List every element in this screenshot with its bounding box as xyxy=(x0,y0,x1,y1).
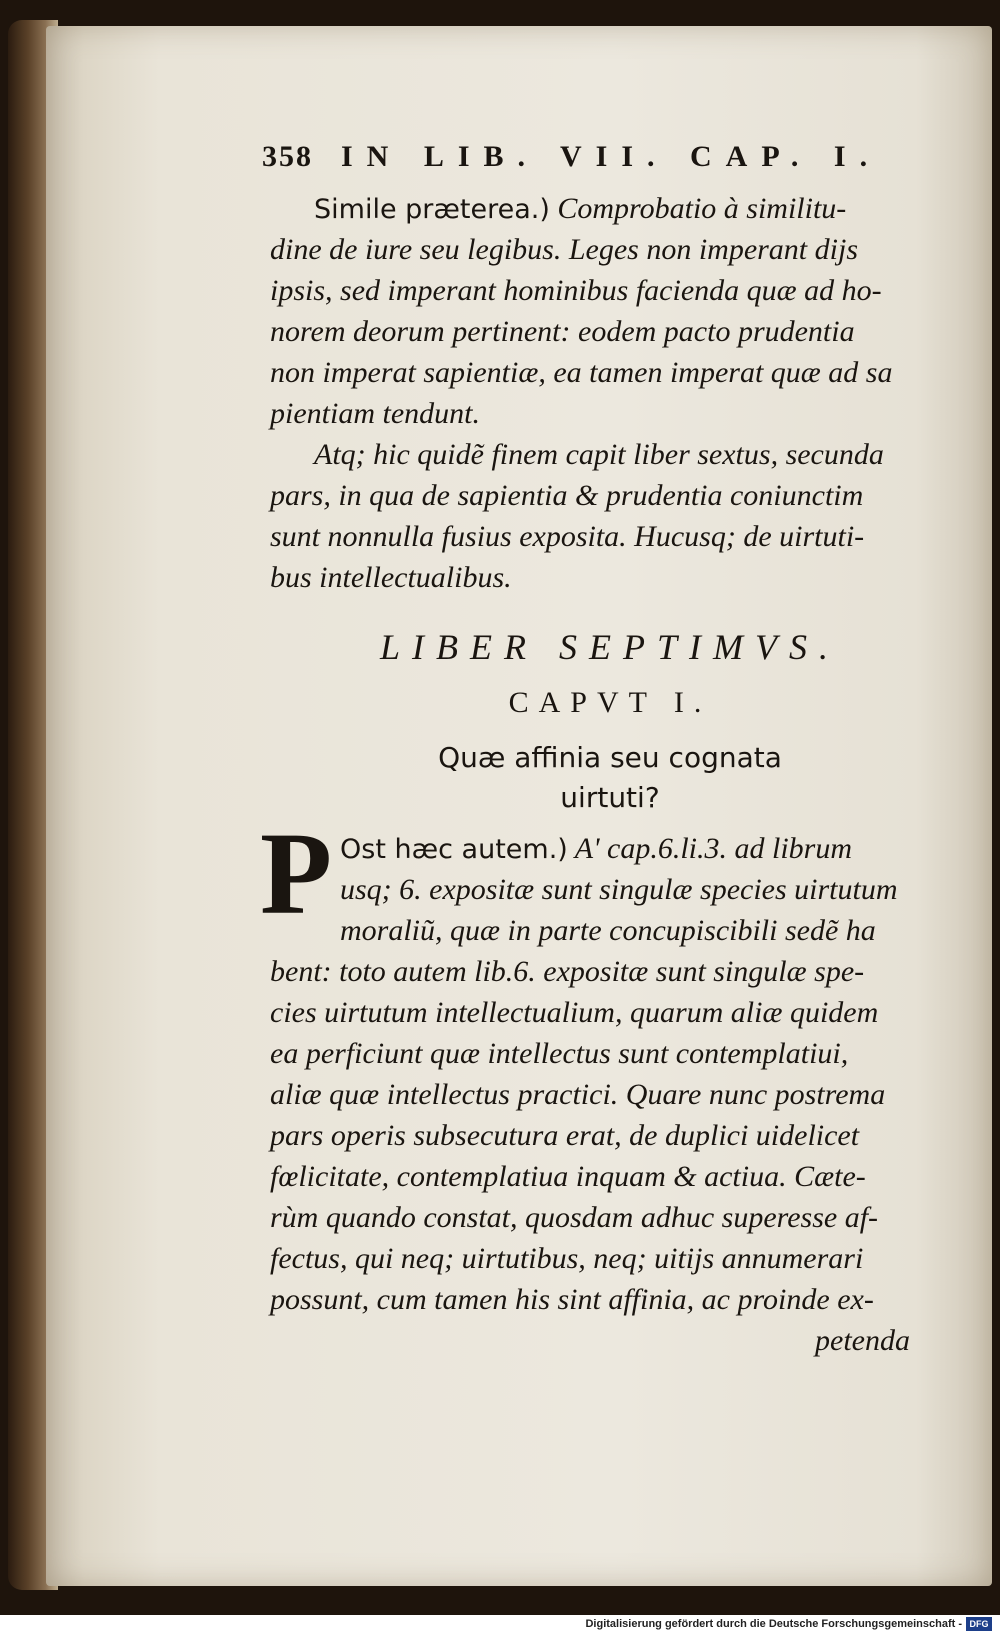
text-line: pientiam tendunt. xyxy=(270,397,480,430)
text-line: possunt, cum tamen his sint affinia, ac proinde ex- xyxy=(270,1283,874,1316)
text-line: usq; 6. expositæ sunt singulæ species uirtutum xyxy=(340,873,898,906)
text-line: pars operis subsecutura erat, de duplici uidelicet xyxy=(270,1119,860,1152)
text-line: moraliũ, quæ in parte concupiscibili sedẽ ha xyxy=(340,914,876,947)
page-text-block xyxy=(260,140,950,1361)
text-line: Ost hæc autem.) A' cap.6.li.3. ad librum xyxy=(340,832,853,865)
text-line: Simile præterea.) Comprobatio à similitu- xyxy=(314,192,847,225)
text-line: rùm quando constat, quosdam adhuc superesse af- xyxy=(270,1201,879,1234)
paragraph-2 xyxy=(270,434,950,598)
footer-bar xyxy=(0,1615,1000,1635)
text-line: ea perficiunt quæ intellectus sunt contemplatiui, xyxy=(270,1037,849,1070)
funding-credit: Digitalisierung gefördert durch die Deutsche Forschungsgemeinschaft - xyxy=(585,1618,962,1630)
text-line: sunt nonnulla fusius exposita. Hucusq; de uirtuti- xyxy=(270,520,865,553)
chapter-title xyxy=(270,738,950,818)
text-line: cies uirtutum intellectualium, quarum aliæ quidem xyxy=(270,996,879,1029)
page-number: 358 xyxy=(262,140,313,173)
text-line: Atq; hic quidẽ finem capit liber sextus, secunda xyxy=(314,438,884,471)
text-line: bent: toto autem lib.6. expositæ sunt singulæ spe- xyxy=(270,955,865,988)
book-heading: LIBER SEPTIMVS. xyxy=(380,627,840,667)
running-head xyxy=(262,140,950,188)
chapter-heading: CAPVT I. xyxy=(508,686,712,719)
text-line: bus intellectualibus. xyxy=(270,561,512,594)
text-line: pars, in qua de sapientia & prudentia coniunctim xyxy=(270,479,864,512)
chapter-title-line: uirtuti? xyxy=(560,781,660,814)
text-line: fectus, qui neq; uirtutibus, neq; uitijs annumerari xyxy=(270,1242,864,1275)
main-text xyxy=(260,808,950,1361)
chapter-title-line: Quæ affinia seu cognata xyxy=(438,741,782,774)
text-line: fœlicitate, contemplatiua inquam & actiua. Cæte- xyxy=(270,1160,866,1193)
text-line: non imperat sapientiæ, ea tamen imperat quæ ad sa xyxy=(270,356,893,389)
text-line: aliæ quæ intellectus practici. Quare nunc postrema xyxy=(270,1078,886,1111)
running-head-title: IN LIB. VII. CAP. I. xyxy=(341,140,882,173)
dfg-logo-icon: DFG xyxy=(966,1617,992,1631)
text-line: norem deorum pertinent: eodem pacto prudentia xyxy=(270,315,855,348)
text-line: ipsis, sed imperant hominibus facienda quæ ad ho- xyxy=(270,274,882,307)
catchword: petenda xyxy=(815,1324,910,1357)
paragraph-1 xyxy=(270,188,950,434)
drop-cap: P xyxy=(260,808,333,939)
text-line: dine de iure seu legibus. Leges non imperant dijs xyxy=(270,233,858,266)
